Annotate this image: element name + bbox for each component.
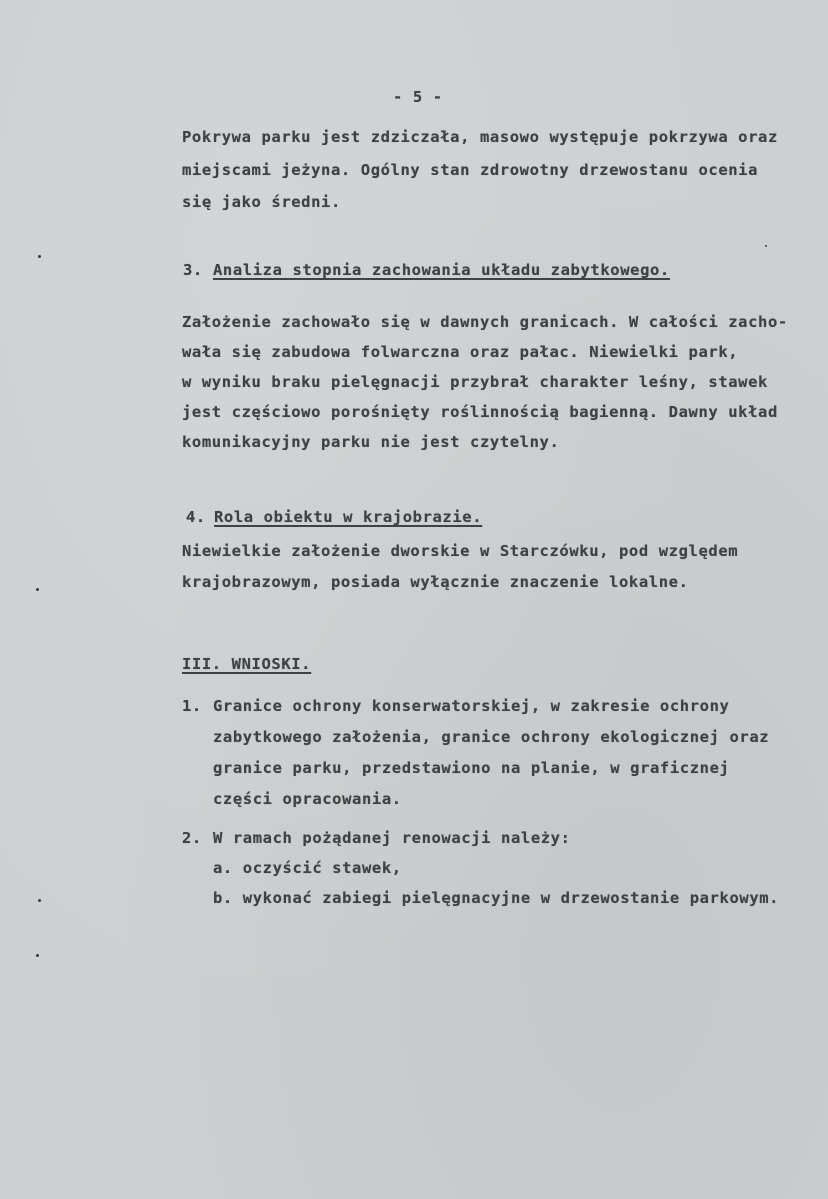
section-3-line-2: wała się zabudowa folwarczna oraz pałac. Niewielki park,: [182, 343, 739, 361]
item-1-number: 1.: [182, 697, 202, 715]
margin-speck: [38, 899, 41, 902]
section-iii-heading: III. WNIOSKI.: [182, 655, 312, 673]
margin-speck: [36, 588, 39, 591]
item-2-sub-b: b. wykonać zabiegi pielęgnacyjne w drzewostanie parkowym.: [213, 889, 780, 907]
item-1-line-1: Granice ochrony konserwatorskiej, w zakresie ochrony: [213, 697, 730, 715]
item-2-line-1: W ramach pożądanej renowacji należy:: [213, 829, 571, 847]
section-3-line-1: Założenie zachowało się w dawnych granicach. W całości zacho-: [182, 313, 788, 331]
margin-speck: [38, 255, 41, 258]
margin-speck: [765, 245, 767, 247]
intro-line-3: się jako średni.: [182, 193, 341, 211]
item-1-line-3: granice parku, przedstawiono na planie, w graficznej: [213, 759, 730, 777]
intro-line-1: Pokrywa parku jest zdziczała, masowo występuje pokrzywa oraz: [182, 128, 778, 146]
item-1-line-2: zabytkowego założenia, granice ochrony ekologicznej oraz: [213, 728, 770, 746]
item-1-line-4: części opracowania.: [213, 790, 402, 808]
item-2-sub-a: a. oczyścić stawek,: [213, 859, 402, 877]
section-4-number: 4.: [186, 508, 206, 526]
section-4-line-2: krajobrazowym, posiada wyłącznie znaczenie lokalne.: [182, 573, 689, 591]
margin-speck: [36, 954, 39, 957]
section-3-heading: Analiza stopnia zachowania układu zabytkowego.: [213, 261, 670, 279]
section-4-line-1: Niewielkie założenie dworskie w Starczówku, pod względem: [182, 542, 739, 560]
item-2-number: 2.: [182, 829, 202, 847]
section-4-heading: Rola obiektu w krajobrazie.: [214, 508, 483, 526]
page-number: - 5 -: [393, 88, 443, 106]
section-3-number: 3.: [183, 261, 203, 279]
section-3-line-5: komunikacyjny parku nie jest czytelny.: [182, 433, 560, 451]
section-3-line-3: w wyniku braku pielęgnacji przybrał charakter leśny, stawek: [182, 373, 768, 391]
intro-line-2: miejscami jeżyna. Ogólny stan zdrowotny drzewostanu ocenia: [182, 161, 759, 179]
section-3-line-4: jest częściowo porośnięty roślinnością bagienną. Dawny układ: [182, 403, 778, 421]
